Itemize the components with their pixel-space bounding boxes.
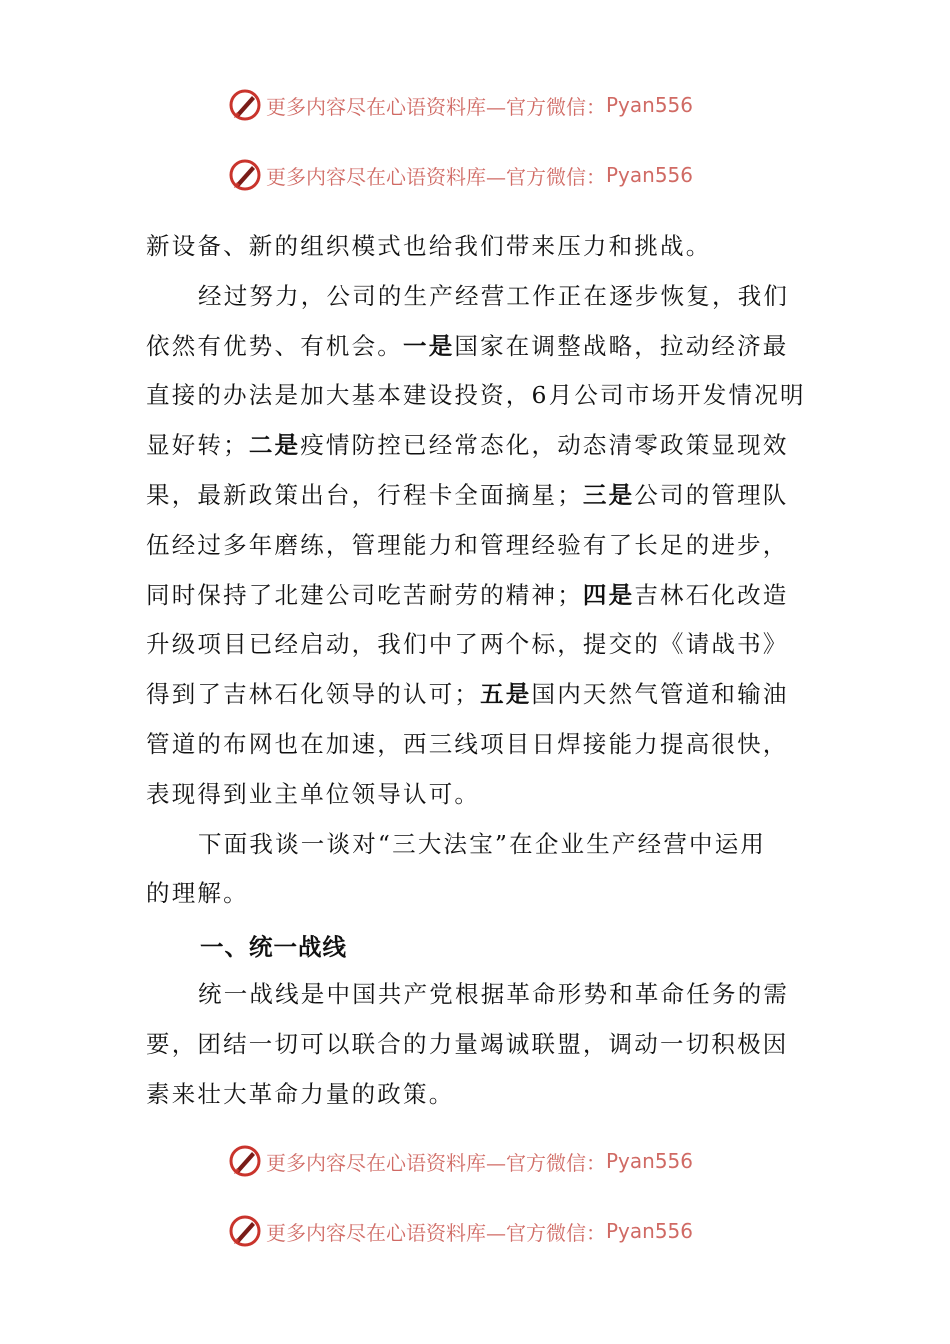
bold-marker: 四是 [582, 580, 635, 609]
pen-logo-icon [228, 1144, 262, 1178]
text-line: 统一战线是中国共产党根据革命形势和革命任务的需 [198, 980, 790, 1008]
watermark-3 [228, 1143, 693, 1179]
watermark-4 [228, 1213, 693, 1249]
bold-marker: 三是 [582, 480, 635, 509]
text-line: 素来壮大革命力量的政策。 [146, 1079, 455, 1108]
text-line: 同时保持了北建公司吃苦耐劳的精神；四是吉林石化改造 [146, 580, 789, 609]
text-line: 升级项目已经启动，我们中了两个标，提交的《请战书》 [146, 630, 789, 659]
section-heading: 一、统一战线 [200, 933, 347, 961]
watermark-wechat-id: Pyan556 [606, 1219, 694, 1243]
watermark-text: 更多内容尽在心语资料库—官方微信： [266, 164, 606, 189]
bold-marker: 五是 [480, 680, 532, 709]
bold-marker: 二是 [248, 431, 301, 460]
bold-marker: 一是 [403, 331, 455, 360]
watermark-1 [228, 87, 693, 123]
watermark-text: 更多内容尽在心语资料库—官方微信： [266, 94, 606, 119]
text-line: 的理解。 [146, 879, 249, 908]
text-line: 伍经过多年磨练，管理能力和管理经验有了长足的进步， [146, 530, 789, 559]
text-line: 果，最新政策出台，行程卡全面摘星；三是公司的管理队 [146, 480, 789, 509]
watermark-text: 更多内容尽在心语资料库—官方微信： [266, 1150, 606, 1175]
watermark-wechat-id: Pyan556 [606, 163, 694, 187]
text-line: 新设备、新的组织模式也给我们带来压力和挑战。 [146, 232, 712, 260]
text-line: 下面我谈一谈对“三大法宝”在企业生产经营中运用 [198, 829, 767, 858]
body-text-2 [146, 970, 806, 1119]
watermark-wechat-id: Pyan556 [606, 1149, 694, 1173]
watermark-2 [228, 157, 693, 193]
text-line: 表现得到业主单位领导认可。 [146, 779, 481, 808]
text-line: 得到了吉林石化领导的认可；五是国内天然气管道和输油 [146, 680, 789, 709]
body-text [146, 222, 806, 919]
text-line: 经过努力，公司的生产经营工作正在逐步恢复，我们 [198, 281, 790, 310]
pen-logo-icon [228, 158, 262, 192]
text-line: 管道的布网也在加速，西三线项目日焊接能力提高很快， [146, 729, 789, 758]
text-line: 依然有优势、有机会。一是国家在调整战略，拉动经济最 [146, 331, 789, 360]
watermark-text: 更多内容尽在心语资料库—官方微信： [266, 1220, 606, 1245]
pen-logo-icon [228, 1214, 262, 1248]
pen-logo-icon [228, 88, 262, 122]
text-line: 要，团结一切可以联合的力量竭诚联盟，调动一切积极因 [146, 1029, 789, 1058]
text-line: 显好转；二是疫情防控已经常态化，动态清零政策显现效 [146, 431, 789, 460]
watermark-wechat-id: Pyan556 [606, 93, 694, 117]
text-line: 直接的办法是加大基本建设投资，6月公司市场开发情况明 [146, 381, 806, 410]
